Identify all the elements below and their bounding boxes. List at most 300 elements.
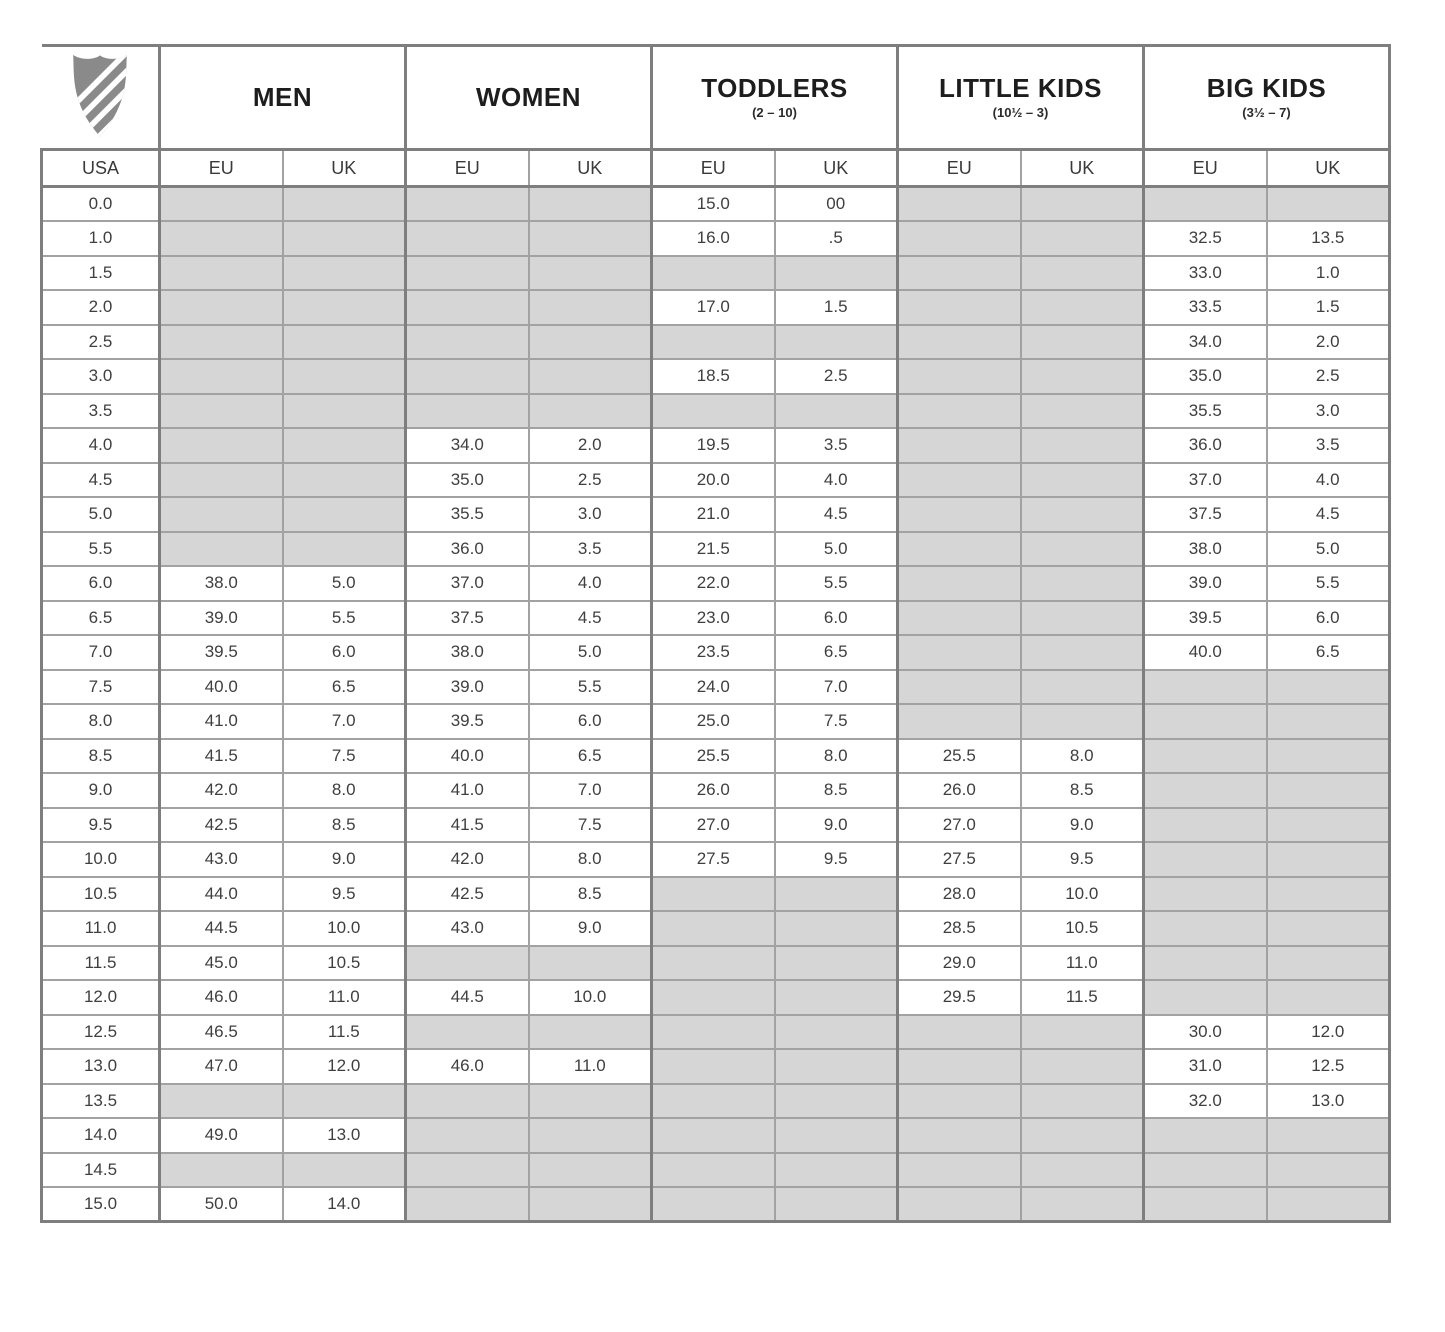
size-cell: 37.5 [406, 601, 529, 636]
size-cell [1021, 221, 1144, 256]
size-cell [283, 1084, 406, 1119]
size-cell [1267, 739, 1390, 774]
group-label-toddlers: TODDLERS [701, 72, 848, 103]
size-cell: 41.0 [160, 704, 283, 739]
size-cell: 5.0 [529, 635, 652, 670]
size-cell: 42.0 [160, 773, 283, 808]
size-cell: 35.0 [406, 463, 529, 498]
size-cell [898, 1153, 1021, 1188]
usa-size-cell: 7.0 [42, 635, 160, 670]
size-cell [1021, 428, 1144, 463]
size-cell: 6.5 [283, 670, 406, 705]
size-cell: 5.5 [283, 601, 406, 636]
size-cell: 10.5 [283, 946, 406, 981]
size-cell [652, 256, 775, 291]
size-cell [652, 1049, 775, 1084]
size-cell [160, 532, 283, 567]
usa-size-cell: 1.0 [42, 221, 160, 256]
size-cell: 46.5 [160, 1015, 283, 1050]
size-row [42, 394, 1390, 429]
size-cell: 21.0 [652, 497, 775, 532]
size-cell [652, 325, 775, 360]
size-cell: 9.5 [1021, 842, 1144, 877]
size-cell [1021, 463, 1144, 498]
k-swiss-shield-icon [67, 49, 133, 141]
size-cell: .5 [775, 221, 898, 256]
size-cell [898, 1187, 1021, 1222]
size-cell [406, 221, 529, 256]
size-cell: 5.0 [775, 532, 898, 567]
size-cell: 37.0 [1144, 463, 1267, 498]
size-cell [529, 359, 652, 394]
size-cell [1021, 1118, 1144, 1153]
size-cell [406, 1084, 529, 1119]
size-cell [898, 221, 1021, 256]
size-cell: 13.0 [1267, 1084, 1390, 1119]
size-cell: 37.0 [406, 566, 529, 601]
usa-size-cell: 12.5 [42, 1015, 160, 1050]
size-cell: 9.0 [1021, 808, 1144, 843]
size-cell: 44.0 [160, 877, 283, 912]
size-cell: 39.5 [160, 635, 283, 670]
size-cell [898, 187, 1021, 222]
size-cell [1021, 1084, 1144, 1119]
size-cell: 00 [775, 187, 898, 222]
size-cell [1144, 704, 1267, 739]
size-cell [1144, 773, 1267, 808]
size-cell: 27.0 [652, 808, 775, 843]
size-cell: 6.0 [775, 601, 898, 636]
size-cell [1144, 739, 1267, 774]
size-cell [406, 1015, 529, 1050]
usa-size-cell: 6.0 [42, 566, 160, 601]
size-cell [1144, 911, 1267, 946]
group-range-little-kids: (10½ – 3) [992, 105, 1049, 121]
usa-size-cell: 7.5 [42, 670, 160, 705]
size-cell: 2.5 [1267, 359, 1390, 394]
size-cell: 8.0 [529, 842, 652, 877]
group-header-women [406, 46, 652, 150]
size-row [42, 428, 1390, 463]
size-cell [406, 1118, 529, 1153]
size-cell: 14.0 [283, 1187, 406, 1222]
size-cell [898, 256, 1021, 291]
size-cell: 8.5 [775, 773, 898, 808]
size-cell [775, 325, 898, 360]
size-cell [652, 1153, 775, 1188]
size-cell: 33.0 [1144, 256, 1267, 291]
size-row [42, 221, 1390, 256]
size-cell [652, 877, 775, 912]
size-row [42, 325, 1390, 360]
size-cell: 23.0 [652, 601, 775, 636]
size-cell [1267, 980, 1390, 1015]
size-cell [406, 187, 529, 222]
size-cell [1144, 842, 1267, 877]
usa-size-cell: 12.0 [42, 980, 160, 1015]
group-label-men: MEN [252, 81, 313, 112]
size-cell: 39.0 [1144, 566, 1267, 601]
size-cell: 39.5 [1144, 601, 1267, 636]
usa-size-cell: 3.5 [42, 394, 160, 429]
size-cell [1267, 773, 1390, 808]
size-cell [898, 566, 1021, 601]
size-cell [1021, 1153, 1144, 1188]
size-cell: 13.0 [283, 1118, 406, 1153]
size-cell: 11.5 [1021, 980, 1144, 1015]
size-cell [652, 911, 775, 946]
size-cell [898, 1084, 1021, 1119]
size-cell [160, 428, 283, 463]
size-cell: 42.5 [160, 808, 283, 843]
size-cell [283, 394, 406, 429]
size-cell [775, 256, 898, 291]
size-row [42, 635, 1390, 670]
usa-size-cell: 2.5 [42, 325, 160, 360]
size-cell: 38.0 [1144, 532, 1267, 567]
size-cell [775, 1118, 898, 1153]
size-row [42, 739, 1390, 774]
size-cell [160, 187, 283, 222]
size-cell: 3.5 [529, 532, 652, 567]
size-cell [406, 1153, 529, 1188]
size-cell [283, 497, 406, 532]
size-cell: 4.0 [529, 566, 652, 601]
group-header-men [160, 46, 406, 150]
size-cell: 36.0 [406, 532, 529, 567]
size-cell [1267, 808, 1390, 843]
size-cell: 16.0 [652, 221, 775, 256]
size-row [42, 1187, 1390, 1222]
usa-size-cell: 13.0 [42, 1049, 160, 1084]
size-cell: 38.0 [160, 566, 283, 601]
size-cell: 1.5 [1267, 290, 1390, 325]
size-cell: 7.5 [529, 808, 652, 843]
size-row [42, 256, 1390, 291]
size-cell [1144, 980, 1267, 1015]
size-cell: 20.0 [652, 463, 775, 498]
usa-size-cell: 5.0 [42, 497, 160, 532]
size-cell [283, 187, 406, 222]
size-cell: 8.0 [775, 739, 898, 774]
size-cell: 21.5 [652, 532, 775, 567]
size-cell [652, 1187, 775, 1222]
size-cell [406, 256, 529, 291]
size-row [42, 1153, 1390, 1188]
usa-size-cell: 10.0 [42, 842, 160, 877]
size-cell [1021, 290, 1144, 325]
size-cell [775, 877, 898, 912]
size-cell [529, 1015, 652, 1050]
size-row [42, 670, 1390, 705]
col-header-little-kids-eu: EU [898, 150, 1021, 187]
size-cell [652, 394, 775, 429]
size-cell: 39.0 [406, 670, 529, 705]
size-cell [529, 221, 652, 256]
size-cell [160, 256, 283, 291]
size-cell: 37.5 [1144, 497, 1267, 532]
size-row [42, 1118, 1390, 1153]
size-cell: 41.5 [160, 739, 283, 774]
size-cell: 5.5 [529, 670, 652, 705]
col-header-men-uk: UK [283, 150, 406, 187]
size-cell: 40.0 [160, 670, 283, 705]
size-cell [406, 325, 529, 360]
size-row [42, 566, 1390, 601]
size-cell [1021, 601, 1144, 636]
size-cell: 49.0 [160, 1118, 283, 1153]
size-cell: 10.5 [1021, 911, 1144, 946]
size-cell: 44.5 [406, 980, 529, 1015]
size-cell [898, 601, 1021, 636]
size-cell: 29.0 [898, 946, 1021, 981]
size-cell: 7.5 [775, 704, 898, 739]
group-range-big-kids: (3½ – 7) [1242, 105, 1291, 121]
size-cell: 7.0 [529, 773, 652, 808]
group-header-row [42, 46, 1390, 150]
size-cell [529, 325, 652, 360]
size-cell [898, 1015, 1021, 1050]
size-cell: 28.0 [898, 877, 1021, 912]
size-cell [652, 1015, 775, 1050]
size-cell [1021, 635, 1144, 670]
size-cell: 30.0 [1144, 1015, 1267, 1050]
size-cell [1144, 946, 1267, 981]
brand-logo-cell [42, 46, 160, 150]
size-row [42, 359, 1390, 394]
size-cell: 9.0 [775, 808, 898, 843]
size-cell: 28.5 [898, 911, 1021, 946]
size-cell [1021, 1049, 1144, 1084]
size-cell [1267, 842, 1390, 877]
usa-size-cell: 0.0 [42, 187, 160, 222]
size-cell: 25.0 [652, 704, 775, 739]
size-cell [283, 532, 406, 567]
size-cell: 9.0 [283, 842, 406, 877]
size-cell [283, 325, 406, 360]
size-cell [1267, 1118, 1390, 1153]
size-cell: 3.5 [775, 428, 898, 463]
size-cell: 42.5 [406, 877, 529, 912]
size-row [42, 704, 1390, 739]
size-cell: 2.0 [529, 428, 652, 463]
size-cell [775, 911, 898, 946]
size-cell [898, 325, 1021, 360]
usa-size-cell: 15.0 [42, 1187, 160, 1222]
size-cell [529, 187, 652, 222]
size-cell [775, 1084, 898, 1119]
size-cell [775, 946, 898, 981]
size-cell [898, 704, 1021, 739]
size-cell [406, 1187, 529, 1222]
size-cell [160, 290, 283, 325]
size-cell [529, 1118, 652, 1153]
group-header-big-kids [1144, 46, 1390, 150]
usa-size-cell: 13.5 [42, 1084, 160, 1119]
size-cell [160, 221, 283, 256]
size-cell: 2.5 [775, 359, 898, 394]
size-cell [775, 1015, 898, 1050]
size-cell: 46.0 [406, 1049, 529, 1084]
size-cell: 41.0 [406, 773, 529, 808]
size-cell: 26.0 [652, 773, 775, 808]
size-cell: 5.0 [1267, 532, 1390, 567]
size-cell [1144, 670, 1267, 705]
size-cell: 8.0 [1021, 739, 1144, 774]
usa-size-cell: 5.5 [42, 532, 160, 567]
size-cell: 19.5 [652, 428, 775, 463]
size-cell: 6.0 [1267, 601, 1390, 636]
size-cell [529, 290, 652, 325]
usa-size-cell: 9.5 [42, 808, 160, 843]
col-header-toddlers-uk: UK [775, 150, 898, 187]
size-cell: 6.5 [775, 635, 898, 670]
size-cell [1267, 911, 1390, 946]
size-cell: 40.0 [406, 739, 529, 774]
size-cell [1267, 670, 1390, 705]
usa-size-cell: 14.5 [42, 1153, 160, 1188]
size-cell [1144, 877, 1267, 912]
col-header-women-eu: EU [406, 150, 529, 187]
usa-size-cell: 8.0 [42, 704, 160, 739]
size-cell [1267, 1187, 1390, 1222]
usa-size-cell: 1.5 [42, 256, 160, 291]
size-cell [529, 394, 652, 429]
size-row [42, 946, 1390, 981]
col-header-men-eu: EU [160, 150, 283, 187]
size-cell: 17.0 [652, 290, 775, 325]
size-row [42, 187, 1390, 222]
size-cell: 3.0 [1267, 394, 1390, 429]
size-cell: 2.5 [529, 463, 652, 498]
size-cell [1144, 187, 1267, 222]
size-cell [898, 1118, 1021, 1153]
size-cell: 29.5 [898, 980, 1021, 1015]
size-cell [775, 980, 898, 1015]
size-row [42, 290, 1390, 325]
size-cell: 6.0 [283, 635, 406, 670]
size-cell [283, 290, 406, 325]
usa-size-cell: 8.5 [42, 739, 160, 774]
size-cell [406, 946, 529, 981]
size-cell [652, 1118, 775, 1153]
usa-size-cell: 10.5 [42, 877, 160, 912]
size-cell: 4.0 [1267, 463, 1390, 498]
size-cell: 47.0 [160, 1049, 283, 1084]
size-row [42, 1049, 1390, 1084]
size-cell [1267, 187, 1390, 222]
size-cell [775, 394, 898, 429]
size-cell: 46.0 [160, 980, 283, 1015]
size-cell [160, 497, 283, 532]
size-cell [898, 290, 1021, 325]
size-cell: 15.0 [652, 187, 775, 222]
size-cell [1021, 1015, 1144, 1050]
usa-size-cell: 4.5 [42, 463, 160, 498]
size-cell: 12.0 [1267, 1015, 1390, 1050]
col-header-big-kids-eu: EU [1144, 150, 1267, 187]
size-cell [529, 946, 652, 981]
size-row [42, 808, 1390, 843]
size-cell [529, 1153, 652, 1188]
col-header-women-uk: UK [529, 150, 652, 187]
size-cell [1021, 704, 1144, 739]
size-cell: 27.5 [652, 842, 775, 877]
usa-size-cell: 14.0 [42, 1118, 160, 1153]
size-conversion-table [40, 44, 1391, 1223]
size-cell [775, 1187, 898, 1222]
size-cell: 43.0 [406, 911, 529, 946]
size-cell: 26.0 [898, 773, 1021, 808]
size-cell [1267, 946, 1390, 981]
size-cell [1021, 1187, 1144, 1222]
size-cell [529, 1187, 652, 1222]
size-cell [1267, 1153, 1390, 1188]
size-cell [160, 359, 283, 394]
size-row [42, 497, 1390, 532]
size-cell: 7.0 [775, 670, 898, 705]
usa-size-cell: 2.0 [42, 290, 160, 325]
size-cell: 22.0 [652, 566, 775, 601]
size-cell [1021, 394, 1144, 429]
size-cell [1144, 808, 1267, 843]
size-cell [283, 463, 406, 498]
size-cell: 9.0 [529, 911, 652, 946]
usa-size-cell: 6.5 [42, 601, 160, 636]
size-cell [160, 1153, 283, 1188]
col-header-little-kids-uk: UK [1021, 150, 1144, 187]
size-cell [775, 1049, 898, 1084]
size-cell: 32.5 [1144, 221, 1267, 256]
size-cell [652, 946, 775, 981]
group-label-women: WOMEN [475, 81, 582, 112]
size-cell: 6.0 [529, 704, 652, 739]
size-cell: 4.5 [775, 497, 898, 532]
size-row [42, 980, 1390, 1015]
size-cell: 33.5 [1144, 290, 1267, 325]
size-cell [1021, 325, 1144, 360]
size-cell: 10.0 [283, 911, 406, 946]
size-cell: 27.0 [898, 808, 1021, 843]
size-cell [898, 1049, 1021, 1084]
size-cell [406, 290, 529, 325]
size-cell [1021, 256, 1144, 291]
size-cell: 13.5 [1267, 221, 1390, 256]
size-cell [1021, 670, 1144, 705]
size-cell: 11.0 [529, 1049, 652, 1084]
group-header-toddlers [652, 46, 898, 150]
size-cell: 8.5 [1021, 773, 1144, 808]
size-cell: 4.0 [775, 463, 898, 498]
size-cell: 8.0 [283, 773, 406, 808]
size-cell: 41.5 [406, 808, 529, 843]
size-cell [775, 1153, 898, 1188]
size-cell [529, 1084, 652, 1119]
size-cell [1144, 1118, 1267, 1153]
size-cell [898, 394, 1021, 429]
size-cell [160, 394, 283, 429]
usa-size-cell: 3.0 [42, 359, 160, 394]
size-cell: 50.0 [160, 1187, 283, 1222]
size-cell: 40.0 [1144, 635, 1267, 670]
size-cell [652, 1084, 775, 1119]
size-cell: 11.5 [283, 1015, 406, 1050]
size-cell [160, 1084, 283, 1119]
size-cell: 5.0 [283, 566, 406, 601]
size-cell: 25.5 [652, 739, 775, 774]
size-cell: 7.0 [283, 704, 406, 739]
size-row [42, 911, 1390, 946]
